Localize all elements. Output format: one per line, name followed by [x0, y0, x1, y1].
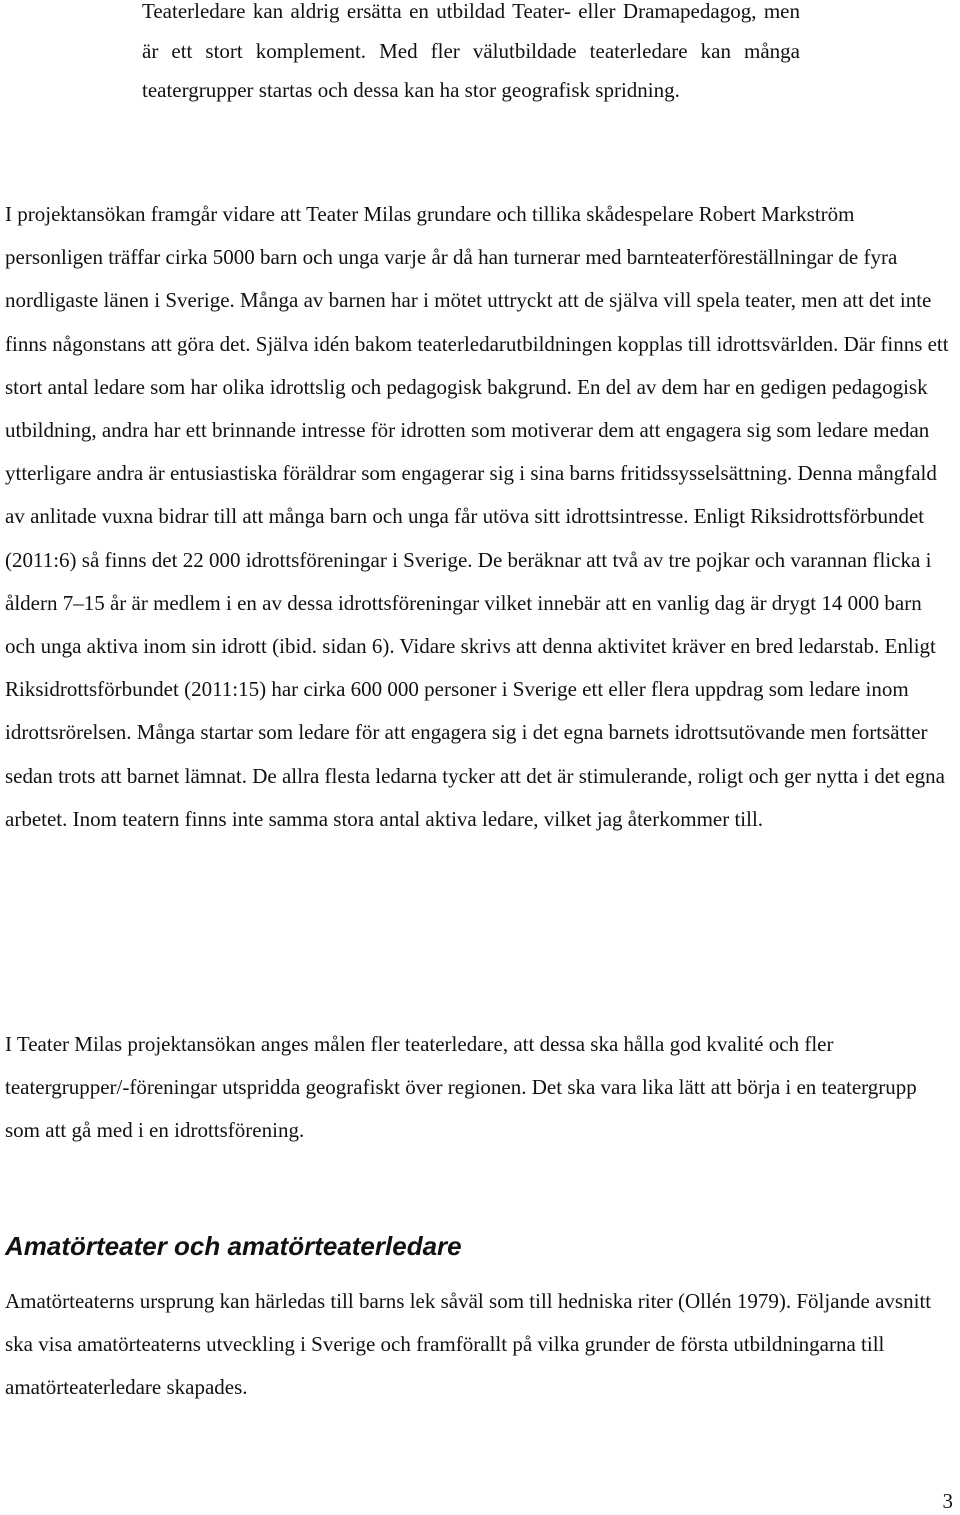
body-paragraph-project-application: I projektansökan framgår vidare att Teater Milas grundare och tillika skådespelare Robert Markström personligen träffar cirka 5000 barn och unga varje år då han turnerar med barnteaterföreställningar de fyra nordligaste länen i Sverige. Många av barnen har i mötet uttryckt att de själva vill spela teater, men att det inte finns någonstans att göra det. Själva idén bakom teaterledarutbildningen kopplas till idrottsvärlden. Där finns ett stort antal ledare som har olika idrottslig och pedagogisk bakgrund. En del av dem har en gedigen pedagogisk utbildning, andra har ett brinnande intresse för idrotten som motiverar dem att engagera sig som ledare medan ytterligare andra är entusiastiska föräldrar som engagerar sig i sina barns fritidssysselsättning. Denna mångfald av anlitade vuxna bidrar till att många barn och unga får utöva sitt idrottsintresse. Enligt Riksidrottsförbundet (2011:6) så finns det 22 000 idrottsföreningar i Sverige. De beräknar att två av tre pojkar och varannan flicka i åldern 7–15 år är medlem i en av dessa idrottsföreningar vilket innebär att en vanlig dag är drygt 14 000 barn och unga aktiva inom sin idrott (ibid. sidan 6). Vidare skrivs att denna aktivitet kräver en bred ledarstab. Enligt Riksidrottsförbundet (2011:15) har cirka 600 000 personer i Sverige ett eller flera uppdrag som ledare inom idrottsrörelsen. Många startar som ledare för att engagera sig i det egna barnets idrottsutövande men fortsätter sedan trots att barnet lämnat. De allra flesta ledarna tycker att det är stimulerande, roligt och ger nytta i det egna arbetet. Inom teatern finns inte samma stora antal aktiva ledare, vilket jag återkommer till. [5, 202, 949, 831]
page-number: 3 [942, 1489, 953, 1513]
body-paragraph-amateur-theatre-origin: Amatörteaterns ursprung kan härledas till barns lek såväl som till hedniska riter (Ollén 1979). Följande avsnitt ska visa amatörteaterns utveckling i Sverige och framförallt på vilka grunder de första utbildningarna till amatörteaterledare skapades. [5, 1289, 932, 1400]
section-heading: Amatörteater och amatörteaterledare [5, 1231, 462, 1261]
body-paragraph-project-goals: I Teater Milas projektansökan anges målen fler teaterledare, att dessa ska hålla god kvalité och fler teatergrupper/-föreningar utspridda geografiskt över regionen. Det ska vara lika lätt att börja i en teatergrupp som att gå med i en idrottsförening. [5, 1032, 917, 1143]
indented-quote-paragraph: Teaterledare kan aldrig ersätta en utbildad Teater- eller Dramapedagog, men är ett stort komplement. Med fler välutbildade teaterledare kan många teatergrupper startas och dessa kan ha stor geografisk spridning. [142, 0, 800, 102]
